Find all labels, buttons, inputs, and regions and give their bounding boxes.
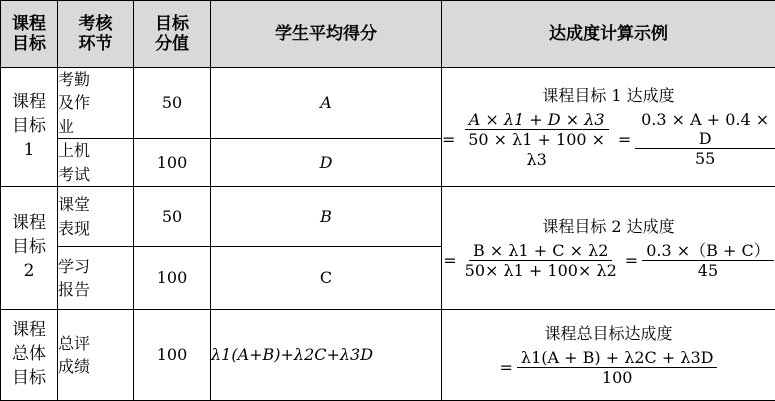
overall-objective-name: 课程 总体 目标 bbox=[1, 310, 58, 401]
header-course-objective: 课程 目标 bbox=[1, 1, 58, 68]
fraction bbox=[635, 110, 775, 169]
denominator: 50× λ1 + 100× λ2 bbox=[461, 261, 621, 281]
score-cell: 100 bbox=[134, 139, 211, 187]
header-calculation-example: 达成度计算示例 bbox=[442, 1, 775, 68]
calc-objective-2 bbox=[442, 187, 775, 310]
stage-study-report: 学习 报告 bbox=[58, 247, 134, 310]
average-cell: λ1(A+B)+λ2C+λ3D bbox=[211, 310, 442, 401]
average-cell: A bbox=[211, 68, 442, 139]
stage-final-grade: 总评 成绩 bbox=[58, 310, 134, 401]
calc-formula: = $\frac{B \times \lambda 1 + C \times \lambda 2}{50\times \lambda 1 + 100\times \lambda 2}$ = $\frac{0.3 \times(B + C)}{45}$ bbox=[443, 241, 773, 281]
calc-title: 课程总目标达成度 bbox=[442, 322, 775, 345]
header-assessment-stage: 考核 环节 bbox=[58, 1, 134, 68]
calc-formula: = $\frac{A \times \lambda 1 + D \times \lambda 3}{50 \times \lambda 1 + 100 \times \lambda 3}$ = $\frac{0.3 \times A + 0.4 \times D}{55}$ bbox=[442, 110, 775, 170]
header-row bbox=[1, 1, 775, 68]
calc-overall bbox=[442, 310, 775, 401]
calc-objective-1 bbox=[442, 68, 775, 187]
denominator: 100 bbox=[598, 368, 637, 388]
average-cell: B bbox=[211, 187, 442, 247]
objective-1-name: 课程 目标 1 bbox=[1, 68, 58, 187]
average-cell: D bbox=[211, 139, 442, 187]
denominator: 55 bbox=[691, 149, 719, 169]
score-cell: 50 bbox=[134, 187, 211, 247]
header-average-score: 学生平均得分 bbox=[211, 1, 442, 68]
numerator: 0.3 × A + 0.4 × D bbox=[635, 110, 775, 149]
fraction bbox=[461, 241, 621, 281]
objective-2-name: 课程 目标 2 bbox=[1, 187, 58, 310]
table-row bbox=[1, 187, 775, 247]
header-target-score: 目标 分值 bbox=[134, 1, 211, 68]
calc-title: 课程目标 2 达成度 bbox=[442, 215, 775, 238]
denominator: 45 bbox=[694, 261, 722, 281]
numerator: 0.3 ×（B + C） bbox=[642, 241, 774, 261]
table-row bbox=[1, 310, 775, 401]
denominator: 50 × λ1 + 100 × λ3 bbox=[459, 130, 613, 170]
calc-formula: = $\frac{\lambda 1(A + B) + \lambda 2C + \lambda 3D}{100}$ bbox=[500, 348, 718, 388]
score-cell: 100 bbox=[134, 247, 211, 310]
numerator: A × λ1 + D × λ3 bbox=[465, 110, 609, 130]
calc-title: 课程目标 1 达成度 bbox=[442, 84, 775, 107]
numerator: B × λ1 + C × λ2 bbox=[469, 241, 612, 261]
fraction bbox=[459, 110, 613, 170]
fraction bbox=[517, 348, 718, 388]
stage-class-performance: 课堂 表现 bbox=[58, 187, 134, 247]
numerator: λ1(A + B) + λ2C + λ3D bbox=[517, 348, 718, 368]
table-row bbox=[1, 68, 775, 139]
score-cell: 100 bbox=[134, 310, 211, 401]
fraction bbox=[642, 241, 774, 281]
average-cell: C bbox=[211, 247, 442, 310]
stage-attendance-homework: 考勤 及作 业 bbox=[58, 68, 134, 139]
score-cell: 50 bbox=[134, 68, 211, 139]
stage-computer-exam: 上机 考试 bbox=[58, 139, 134, 187]
